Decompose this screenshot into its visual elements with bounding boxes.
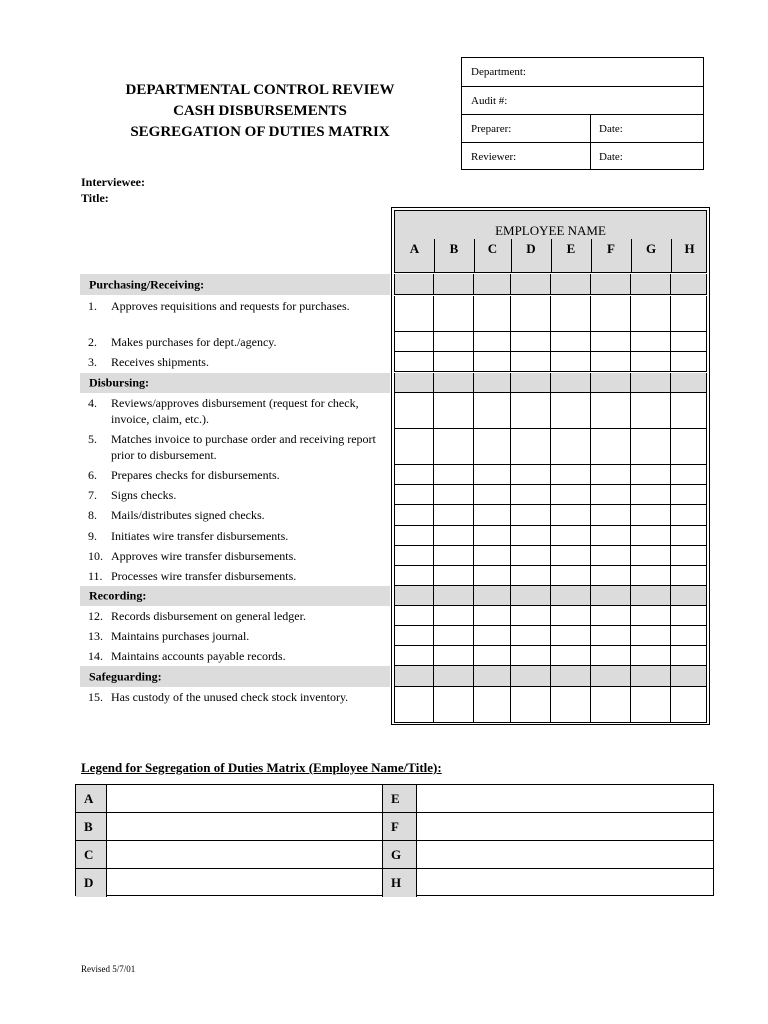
matrix-cell-b[interactable] xyxy=(433,485,473,504)
department-field[interactable] xyxy=(462,58,703,87)
task-number: 10. xyxy=(88,549,103,563)
task-number: 14. xyxy=(88,649,103,663)
matrix-cell-f[interactable] xyxy=(590,526,630,545)
matrix-cell-h[interactable] xyxy=(670,393,707,428)
matrix-cell-c[interactable] xyxy=(473,606,510,625)
matrix-cell-e[interactable] xyxy=(550,296,590,331)
matrix-cell-b[interactable] xyxy=(433,626,473,645)
matrix-cell-g[interactable] xyxy=(630,606,670,625)
matrix-cell-a[interactable] xyxy=(395,505,434,525)
task-number: 2. xyxy=(88,335,97,349)
matrix-cell-d[interactable] xyxy=(510,626,550,645)
info-box xyxy=(461,57,704,170)
section-heading xyxy=(80,274,390,295)
matrix-cell-b[interactable] xyxy=(433,526,473,545)
form-title xyxy=(80,80,440,143)
matrix-cell-e[interactable] xyxy=(550,332,590,351)
column-header-a: A xyxy=(409,241,420,256)
header-column-divider xyxy=(591,239,592,272)
task-number: 3. xyxy=(88,355,97,369)
legend-key-letter: F xyxy=(391,818,399,834)
task-item xyxy=(80,628,390,648)
reviewer-label: Reviewer: xyxy=(471,150,517,163)
legend-key-letter: H xyxy=(391,875,402,890)
matrix-cell-d[interactable] xyxy=(510,332,550,351)
matrix-cell-a[interactable] xyxy=(395,393,434,428)
matrix-cell-g[interactable] xyxy=(630,332,670,351)
matrix-cell-b xyxy=(433,586,473,605)
matrix-cell-e xyxy=(550,586,590,605)
task-text: Signs checks. xyxy=(111,488,177,502)
section-heading-label: Safeguarding: xyxy=(89,669,162,683)
interviewee-block xyxy=(81,174,145,206)
task-number: 6. xyxy=(88,468,97,482)
matrix-cell-c[interactable] xyxy=(473,646,510,665)
matrix-cell-f[interactable] xyxy=(590,485,630,504)
matrix-cell-g xyxy=(630,373,670,392)
legend-key xyxy=(382,813,416,840)
task-item xyxy=(80,354,390,374)
matrix-cell-c[interactable] xyxy=(473,687,510,722)
matrix-cell-f[interactable] xyxy=(590,465,630,484)
matrix-cell-h xyxy=(670,274,707,294)
matrix-task-row xyxy=(394,332,707,352)
matrix-cell-f[interactable] xyxy=(590,626,630,645)
legend-key-letter: D xyxy=(84,875,94,890)
preparer-divider xyxy=(590,115,591,142)
matrix-cell-c xyxy=(473,274,510,294)
matrix-cell-g[interactable] xyxy=(630,393,670,428)
column-header-c: C xyxy=(487,241,498,256)
task-text: Maintains accounts payable records. xyxy=(111,649,286,663)
column-header-g: G xyxy=(645,241,657,256)
matrix-cell-d[interactable] xyxy=(510,546,550,565)
matrix-cell-e[interactable] xyxy=(550,606,590,625)
matrix-cell-d xyxy=(510,274,550,294)
task-text: Prepares checks for disbursements. xyxy=(111,468,280,482)
matrix-cell-e xyxy=(550,274,590,294)
matrix-task-row xyxy=(394,465,707,485)
legend-row xyxy=(76,813,713,841)
matrix-cell-h[interactable] xyxy=(670,526,707,545)
matrix-cell-c[interactable] xyxy=(473,626,510,645)
task-text: Reviews/approves disbursement (request for check, invoice, claim, etc.). xyxy=(111,396,359,426)
matrix-cell-h xyxy=(670,586,707,605)
matrix-task-row xyxy=(394,393,707,429)
title-line-1: DEPARTMENTAL CONTROL REVIEW xyxy=(125,82,395,98)
interviewee-title-label: Title: xyxy=(81,191,109,205)
matrix-cell-e[interactable] xyxy=(550,352,590,371)
matrix-cell-e[interactable] xyxy=(550,393,590,428)
matrix-cell-b[interactable] xyxy=(433,566,473,585)
matrix-section-row xyxy=(394,666,707,687)
task-text: Approves wire transfer disbursements. xyxy=(111,549,297,563)
matrix-cell-g[interactable] xyxy=(630,485,670,504)
task-text: Records disbursement on general ledger. xyxy=(111,609,306,623)
task-text: Maintains purchases journal. xyxy=(111,629,250,643)
matrix-cell-h[interactable] xyxy=(670,332,707,351)
matrix-cell-a[interactable] xyxy=(395,606,434,625)
matrix-section-row xyxy=(394,586,707,606)
matrix-task-row xyxy=(394,505,707,526)
matrix-task-row xyxy=(394,546,707,566)
legend-name-field[interactable] xyxy=(106,813,382,840)
matrix-cell-d[interactable] xyxy=(510,393,550,428)
matrix-cell-e[interactable] xyxy=(550,687,590,722)
matrix-task-row xyxy=(394,526,707,546)
matrix-cell-f[interactable] xyxy=(590,296,630,331)
matrix-cell-d[interactable] xyxy=(510,687,550,722)
matrix-cell-a[interactable] xyxy=(395,429,434,464)
matrix-cell-f[interactable] xyxy=(590,687,630,722)
section-heading-label: Recording: xyxy=(89,588,147,603)
column-header-e: E xyxy=(566,241,576,256)
task-item xyxy=(80,608,390,628)
legend-row xyxy=(76,869,713,897)
matrix-cell-e[interactable] xyxy=(550,485,590,504)
matrix-cell-f[interactable] xyxy=(590,566,630,585)
matrix-cell-a[interactable] xyxy=(395,352,434,371)
matrix-cell-e xyxy=(550,666,590,686)
preparer-row xyxy=(462,115,703,143)
legend-name-field[interactable] xyxy=(106,785,382,812)
matrix-cell-c[interactable] xyxy=(473,566,510,585)
task-number: 5. xyxy=(88,432,97,446)
preparer-label: Preparer: xyxy=(471,122,512,135)
header-column-divider xyxy=(671,239,672,272)
matrix-cell-b[interactable] xyxy=(433,332,473,351)
matrix-cell-b xyxy=(433,373,473,392)
task-number: 8. xyxy=(88,508,97,522)
legend-key-letter: C xyxy=(84,846,94,862)
matrix-cell-c[interactable] xyxy=(473,332,510,351)
task-item xyxy=(80,395,390,431)
header-column-divider xyxy=(511,239,512,272)
matrix-task-row xyxy=(394,485,707,505)
matrix-cell-h xyxy=(670,373,707,392)
matrix-cell-b[interactable] xyxy=(433,429,473,464)
task-number: 7. xyxy=(88,488,97,502)
employee-matrix xyxy=(394,210,707,722)
matrix-cell-a[interactable] xyxy=(395,687,434,722)
legend-key xyxy=(76,869,106,897)
matrix-task-row xyxy=(394,429,707,465)
revised-date: Revised 5/7/01 xyxy=(81,964,136,974)
matrix-cell-g[interactable] xyxy=(630,566,670,585)
matrix-cell-a[interactable] xyxy=(395,646,434,665)
interviewee-label: Interviewee: xyxy=(81,175,145,189)
reviewer-row xyxy=(462,143,703,170)
matrix-cell-c[interactable] xyxy=(473,352,510,371)
column-header-h: H xyxy=(684,241,695,256)
matrix-cell-h[interactable] xyxy=(670,429,707,464)
matrix-cell-b[interactable] xyxy=(433,505,473,525)
matrix-cell-g[interactable] xyxy=(630,505,670,525)
legend-title: Legend for Segregation of Duties Matrix (Employee Name/Title): xyxy=(81,760,442,775)
matrix-cell-c[interactable] xyxy=(473,429,510,464)
title-line-2: CASH DISBURSEMENTS xyxy=(173,103,347,119)
audit-number-field[interactable] xyxy=(462,87,703,115)
matrix-section-row xyxy=(394,373,707,393)
task-number: 1. xyxy=(88,299,97,313)
matrix-task-row xyxy=(394,646,707,666)
matrix-cell-e[interactable] xyxy=(550,465,590,484)
matrix-cell-g[interactable] xyxy=(630,296,670,331)
matrix-cell-g[interactable] xyxy=(630,646,670,665)
section-heading-label: Disbursing: xyxy=(89,375,150,390)
matrix-cell-a[interactable] xyxy=(395,626,434,645)
legend-table xyxy=(75,784,714,896)
header-column-divider xyxy=(434,239,435,272)
matrix-cell-f[interactable] xyxy=(590,546,630,565)
matrix-cell-e[interactable] xyxy=(550,566,590,585)
column-header-f: F xyxy=(607,241,615,256)
task-item xyxy=(80,431,390,467)
matrix-cell-f[interactable] xyxy=(590,352,630,371)
title-line-3: SEGREGATION OF DUTIES MATRIX xyxy=(130,124,390,140)
matrix-cell-a[interactable] xyxy=(395,566,434,585)
matrix-cell-c[interactable] xyxy=(473,505,510,525)
matrix-cell-a[interactable] xyxy=(395,526,434,545)
matrix-cell-h[interactable] xyxy=(670,626,707,645)
legend-name-field[interactable] xyxy=(416,785,713,812)
task-item xyxy=(80,487,390,507)
matrix-task-row xyxy=(394,352,707,372)
matrix-cell-d[interactable] xyxy=(510,465,550,484)
matrix-cell-b xyxy=(433,274,473,294)
matrix-cell-h[interactable] xyxy=(670,646,707,665)
column-header-d: D xyxy=(526,241,536,256)
matrix-cell-e[interactable] xyxy=(550,546,590,565)
matrix-cell-h[interactable] xyxy=(670,566,707,585)
task-number: 13. xyxy=(88,629,103,643)
legend-row xyxy=(76,841,713,869)
task-text: Has custody of the unused check stock inventory. xyxy=(111,690,349,704)
matrix-cell-f[interactable] xyxy=(590,646,630,665)
matrix-cell-b[interactable] xyxy=(433,546,473,565)
matrix-cell-c xyxy=(473,666,510,686)
legend-name-field[interactable] xyxy=(416,841,713,868)
task-item xyxy=(80,298,390,334)
section-heading xyxy=(80,373,390,393)
matrix-cell-f xyxy=(590,666,630,686)
task-text: Matches invoice to purchase order and receiving report prior to disbursement. xyxy=(111,432,376,462)
matrix-section-row xyxy=(394,274,707,295)
reviewer-divider xyxy=(590,143,591,170)
matrix-cell-g[interactable] xyxy=(630,546,670,565)
matrix-cell-g xyxy=(630,666,670,686)
matrix-cell-d[interactable] xyxy=(510,566,550,585)
matrix-cell-g[interactable] xyxy=(630,526,670,545)
header-column-divider xyxy=(474,239,475,272)
legend-key-letter: A xyxy=(84,790,94,806)
audit-label: Audit #: xyxy=(471,94,508,107)
matrix-cell-d[interactable] xyxy=(510,296,550,331)
section-heading xyxy=(80,666,390,687)
legend-row xyxy=(76,785,713,813)
matrix-cell-e[interactable] xyxy=(550,505,590,525)
legend-key xyxy=(76,785,106,812)
task-item xyxy=(80,568,390,588)
matrix-task-row xyxy=(394,566,707,586)
task-item xyxy=(80,689,390,725)
matrix-cell-h[interactable] xyxy=(670,485,707,504)
matrix-cell-b xyxy=(433,666,473,686)
matrix-cell-f xyxy=(590,373,630,392)
matrix-cell-d[interactable] xyxy=(510,646,550,665)
department-label: Department: xyxy=(471,66,526,78)
matrix-cell-g[interactable] xyxy=(630,429,670,464)
section-heading xyxy=(80,586,390,606)
legend-key xyxy=(76,841,106,868)
matrix-cell-d[interactable] xyxy=(510,429,550,464)
matrix-cell-d[interactable] xyxy=(510,505,550,525)
matrix-cell-d[interactable] xyxy=(510,352,550,371)
matrix-cell-g[interactable] xyxy=(630,352,670,371)
matrix-cell-c[interactable] xyxy=(473,526,510,545)
matrix-task-row xyxy=(394,296,707,332)
matrix-cell-e[interactable] xyxy=(550,646,590,665)
matrix-cell-g[interactable] xyxy=(630,465,670,484)
legend-key xyxy=(382,841,416,868)
matrix-cell-d xyxy=(510,666,550,686)
matrix-cell-f[interactable] xyxy=(590,606,630,625)
matrix-cell-f[interactable] xyxy=(590,393,630,428)
matrix-cell-e xyxy=(550,373,590,392)
matrix-cell-a[interactable] xyxy=(395,332,434,351)
matrix-cell-d xyxy=(510,373,550,392)
matrix-cell-a xyxy=(395,373,434,392)
matrix-cell-b[interactable] xyxy=(433,646,473,665)
matrix-cell-a[interactable] xyxy=(395,296,434,331)
task-text: Mails/distributes signed checks. xyxy=(111,508,265,522)
matrix-task-row xyxy=(394,626,707,646)
matrix-cell-h[interactable] xyxy=(670,465,707,484)
matrix-cell-c xyxy=(473,586,510,605)
task-number: 4. xyxy=(88,396,97,410)
task-number: 9. xyxy=(88,529,97,543)
matrix-cell-h[interactable] xyxy=(670,505,707,525)
header-column-divider xyxy=(551,239,552,272)
matrix-cell-c[interactable] xyxy=(473,465,510,484)
matrix-cell-b[interactable] xyxy=(433,687,473,722)
matrix-cell-b[interactable] xyxy=(433,352,473,371)
task-item xyxy=(80,548,390,568)
legend-name-field[interactable] xyxy=(106,841,382,868)
matrix-cell-a xyxy=(395,274,434,294)
section-heading-label: Purchasing/Receiving: xyxy=(89,277,205,291)
matrix-cell-a[interactable] xyxy=(395,485,434,504)
matrix-cell-b[interactable] xyxy=(433,606,473,625)
matrix-cell-e[interactable] xyxy=(550,526,590,545)
legend-key-letter: E xyxy=(391,790,400,806)
matrix-cell-e[interactable] xyxy=(550,429,590,464)
legend-key-letter: B xyxy=(84,818,93,834)
matrix-cell-g xyxy=(630,274,670,294)
matrix-cell-a xyxy=(395,586,434,605)
preparer-date-label: Date: xyxy=(599,122,623,135)
matrix-cell-f xyxy=(590,586,630,605)
matrix-cell-d[interactable] xyxy=(510,606,550,625)
matrix-cell-a[interactable] xyxy=(395,546,434,565)
matrix-cell-d xyxy=(510,586,550,605)
legend-name-field[interactable] xyxy=(106,869,382,897)
task-text: Receives shipments. xyxy=(111,355,209,369)
task-item xyxy=(80,467,390,487)
task-item xyxy=(80,528,390,548)
matrix-cell-d[interactable] xyxy=(510,526,550,545)
matrix-cell-c xyxy=(473,373,510,392)
matrix-cell-h[interactable] xyxy=(670,687,707,722)
matrix-cell-c[interactable] xyxy=(473,546,510,565)
task-text: Makes purchases for dept./agency. xyxy=(111,335,277,349)
matrix-cell-b[interactable] xyxy=(433,465,473,484)
task-number: 15. xyxy=(88,690,103,704)
employee-name-header xyxy=(394,210,707,273)
legend-key-letter: G xyxy=(391,846,402,862)
matrix-cell-c[interactable] xyxy=(473,393,510,428)
header-column-divider xyxy=(631,239,632,272)
task-item xyxy=(80,334,390,354)
matrix-cell-b[interactable] xyxy=(433,296,473,331)
matrix-cell-h[interactable] xyxy=(670,352,707,371)
matrix-cell-c[interactable] xyxy=(473,485,510,504)
task-number: 11. xyxy=(88,569,103,583)
task-text: Processes wire transfer disbursements. xyxy=(111,569,297,583)
matrix-cell-b[interactable] xyxy=(433,393,473,428)
matrix-cell-d[interactable] xyxy=(510,485,550,504)
task-number: 12. xyxy=(88,609,103,623)
matrix-cell-f[interactable] xyxy=(590,332,630,351)
task-text: Approves requisitions and requests for purchases. xyxy=(111,299,350,313)
legend-key xyxy=(382,869,416,897)
matrix-cell-g[interactable] xyxy=(630,626,670,645)
legend-key xyxy=(76,813,106,840)
matrix-cell-a[interactable] xyxy=(395,465,434,484)
matrix-task-row xyxy=(394,606,707,626)
matrix-cell-h xyxy=(670,666,707,686)
task-item xyxy=(80,648,390,668)
matrix-cell-g[interactable] xyxy=(630,687,670,722)
legend-name-field[interactable] xyxy=(416,869,713,897)
legend-name-field[interactable] xyxy=(416,813,713,840)
column-header-b: B xyxy=(449,241,459,256)
matrix-cell-f[interactable] xyxy=(590,429,630,464)
legend-key xyxy=(382,785,416,812)
employee-name-title: EMPLOYEE NAME xyxy=(495,223,606,238)
matrix-cell-h[interactable] xyxy=(670,546,707,565)
matrix-cell-h[interactable] xyxy=(670,606,707,625)
matrix-cell-h[interactable] xyxy=(670,296,707,331)
matrix-cell-a xyxy=(395,666,434,686)
matrix-task-row xyxy=(394,687,707,723)
reviewer-date-label: Date: xyxy=(599,150,623,163)
task-text: Initiates wire transfer disbursements. xyxy=(111,529,289,543)
matrix-cell-f xyxy=(590,274,630,294)
matrix-cell-f[interactable] xyxy=(590,505,630,525)
matrix-cell-e[interactable] xyxy=(550,626,590,645)
matrix-cell-c[interactable] xyxy=(473,296,510,331)
task-item xyxy=(80,507,390,528)
matrix-cell-g xyxy=(630,586,670,605)
